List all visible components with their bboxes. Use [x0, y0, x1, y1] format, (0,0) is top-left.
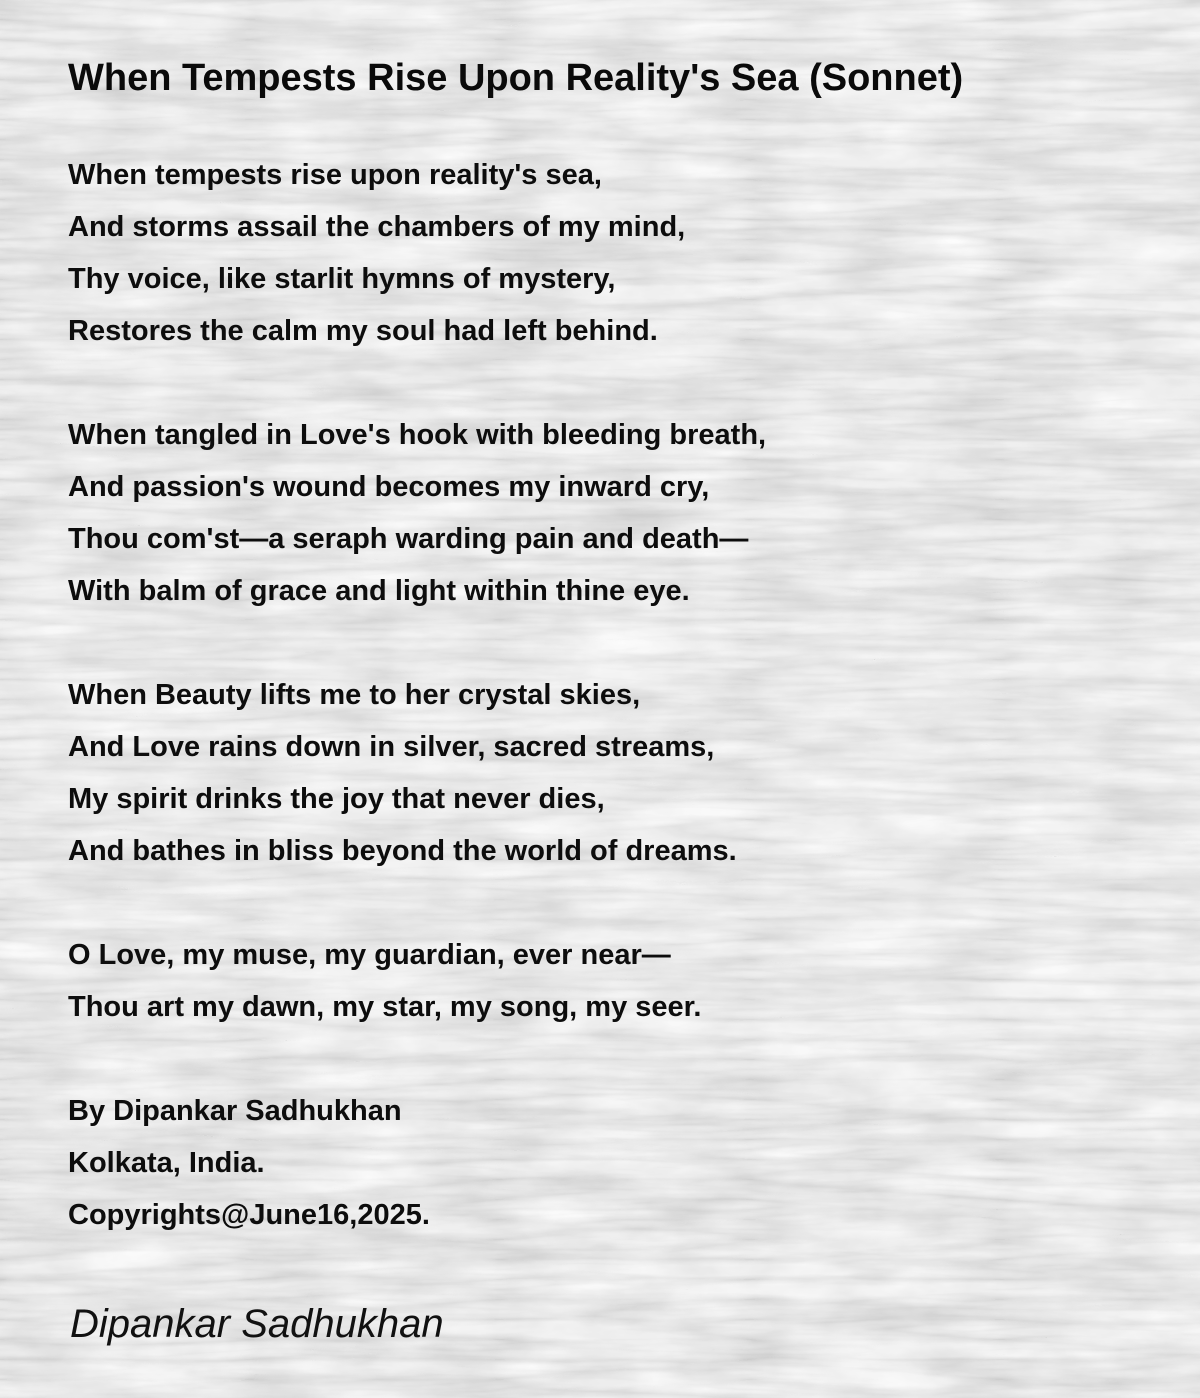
poem-line: And bathes in bliss beyond the world of dreams.	[68, 835, 737, 867]
poem-line: Thy voice, like starlit hymns of mystery,	[68, 263, 616, 295]
stanza	[68, 669, 1168, 877]
stanza	[68, 149, 1168, 357]
poem-line: When tangled in Love's hook with bleeding breath,	[68, 419, 767, 451]
poem-line: O Love, my muse, my guardian, ever near—	[68, 939, 671, 971]
poem-line: With balm of grace and light within thine eye.	[68, 575, 690, 607]
author-byline: By Dipankar Sadhukhan	[68, 1095, 402, 1127]
poem-line: When tempests rise upon reality's sea,	[68, 159, 602, 191]
poem-body	[68, 149, 1168, 1241]
poem-title: When Tempests Rise Upon Reality's Sea (Sonnet)	[68, 57, 964, 99]
stanza-gap	[68, 357, 1168, 409]
copyright-notice: Copyrights@June16,2025.	[68, 1199, 430, 1231]
poem-line: And storms assail the chambers of my mind,	[68, 211, 686, 243]
poem-line: When Beauty lifts me to her crystal skies,	[68, 679, 641, 711]
poem-line: Thou com'st—a seraph warding pain and death—	[68, 523, 749, 555]
stanza-gap	[68, 1033, 1168, 1085]
stanza-gap	[68, 617, 1168, 669]
poem-line: My spirit drinks the joy that never dies,	[68, 783, 605, 815]
stanza	[68, 929, 1168, 1033]
stanza	[68, 409, 1168, 617]
poem-line: Restores the calm my soul had left behind.	[68, 315, 658, 347]
stanza-gap	[68, 877, 1168, 929]
author-location: Kolkata, India.	[68, 1147, 265, 1179]
poem-line: And passion's wound becomes my inward cry,	[68, 471, 710, 503]
poem-line: Thou art my dawn, my star, my song, my seer.	[68, 991, 702, 1023]
poem-line: And Love rains down in silver, sacred streams,	[68, 731, 715, 763]
author-signature: Dipankar Sadhukhan	[70, 1302, 444, 1346]
author-credits	[68, 1085, 1168, 1241]
